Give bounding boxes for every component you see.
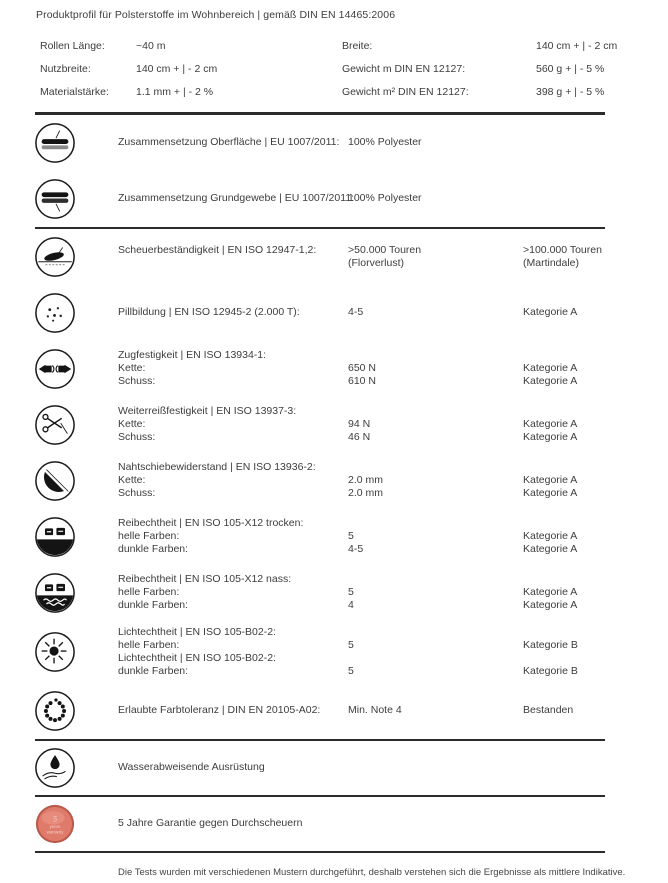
spec-label: Gewicht m DIN EN 12127: <box>342 63 466 75</box>
row-value: Min. Note 4 <box>348 704 402 716</box>
row-category-column <box>523 244 668 270</box>
row-label: Zusammensetzung Grundgewebe | EU 1007/2011: <box>118 192 355 204</box>
row-label: Nahtschiebewiderstand | EN ISO 13936-2: <box>118 461 316 473</box>
row-label: helle Farben: <box>118 530 180 542</box>
test-row <box>0 171 668 227</box>
row-value: 650 N <box>348 362 377 374</box>
row-value: 4-5 <box>348 306 364 318</box>
row-label-column <box>118 626 348 678</box>
row-category: Kategorie A <box>523 586 578 598</box>
row-label-column <box>118 192 355 205</box>
row-label: Kette: <box>118 418 146 430</box>
row-label: Weiterreißfestigkeit | EN ISO 13937-3: <box>118 405 297 417</box>
row-label-column <box>118 136 348 149</box>
row-value: 100% Polyester <box>348 136 422 148</box>
row-category-column <box>523 349 668 388</box>
test-rows <box>0 115 668 853</box>
row-label: Reibechtheit | EN ISO 105-X12 nass: <box>118 573 292 585</box>
row-value <box>348 461 523 474</box>
spec-label: Materialstärke: <box>40 86 109 98</box>
spec-value: 398 g + | - 5 % <box>536 86 605 98</box>
pilling-dots-icon <box>34 292 76 334</box>
row-value-column <box>348 817 523 830</box>
row-category: Kategorie A <box>523 487 578 499</box>
row-value: 5 <box>348 586 354 598</box>
row-category: Kategorie A <box>523 431 578 443</box>
spec-value: 1.1 mm + | - 2 % <box>136 86 214 98</box>
row-value-column <box>348 136 523 149</box>
row-category <box>523 349 668 362</box>
row-label: Kette: <box>118 362 146 374</box>
row-category: Kategorie B <box>523 638 578 651</box>
row-label: Reibechtheit | EN ISO 105-X12 trocken: <box>118 517 304 529</box>
row-value-column <box>348 573 523 612</box>
row-value: 4-5 <box>348 543 364 555</box>
row-value: 5 <box>348 530 354 542</box>
row-category: >100.000 Touren <box>523 243 602 256</box>
row-value <box>348 817 523 830</box>
seam-slip-icon <box>34 460 76 502</box>
row-category <box>523 192 668 205</box>
row-value <box>348 626 523 639</box>
row-value <box>348 761 523 774</box>
page-title: Produktprofil für Polsterstoffe im Wohnbereich | gemäß DIN EN 14465:2006 <box>36 9 396 21</box>
row-value: (Florverlust) <box>348 256 405 269</box>
row-label: Zugfestigkeit | EN ISO 13934-1: <box>118 349 267 361</box>
row-label-column <box>118 573 348 612</box>
tensile-pull-icon <box>34 348 76 390</box>
row-category-column <box>523 306 668 319</box>
test-row <box>0 115 668 171</box>
row-value: 610 N <box>348 375 377 387</box>
row-category-column <box>523 461 668 500</box>
divider <box>35 851 605 853</box>
spec-table <box>40 40 668 99</box>
row-category: Kategorie A <box>523 599 578 611</box>
row-label-column <box>118 306 348 319</box>
row-category: Bestanden <box>523 704 574 716</box>
row-value: >50.000 Touren <box>348 243 422 256</box>
row-label: Zusammensetzung Oberfläche | EU 1007/2011: <box>118 136 340 148</box>
rub-dry-icon <box>34 516 76 558</box>
spec-value: 140 cm + | - 2 cm <box>136 63 218 75</box>
row-label-column <box>118 817 348 830</box>
row-category-column <box>523 573 668 612</box>
row-label: Schuss: <box>118 487 156 499</box>
row-label-column <box>118 349 348 388</box>
rub-wet-icon <box>34 572 76 614</box>
row-value <box>348 405 523 418</box>
row-value <box>348 573 523 586</box>
row-category-column <box>523 626 668 678</box>
test-row <box>0 741 668 795</box>
row-label <box>118 257 348 270</box>
scissors-tear-icon <box>34 404 76 446</box>
row-label: helle Farben: <box>118 638 180 651</box>
row-value: 100% Polyester <box>348 192 422 204</box>
row-value: 2.0 mm <box>348 487 384 499</box>
row-value: 94 N <box>348 418 371 430</box>
row-value: 5 <box>348 664 354 677</box>
row-value-column <box>348 405 523 444</box>
row-label-column <box>118 517 348 556</box>
test-row <box>0 341 668 397</box>
row-category <box>523 652 668 665</box>
row-category-column <box>523 817 668 830</box>
row-category-column <box>523 136 668 149</box>
row-label-column <box>118 461 348 500</box>
row-category <box>523 405 668 418</box>
row-category: Kategorie A <box>523 306 578 318</box>
svg-text:years: years <box>49 823 61 829</box>
row-value-column <box>348 306 523 319</box>
row-label: Scheuerbeständigkeit | EN ISO 12947-1,2: <box>118 243 317 256</box>
row-label: 5 Jahre Garantie gegen Durchscheuern <box>118 817 303 829</box>
svg-text:5: 5 <box>52 813 58 824</box>
test-row <box>0 229 668 285</box>
test-row <box>0 683 668 739</box>
test-row <box>0 453 668 509</box>
sun-light-icon <box>34 631 76 673</box>
base-layers-icon <box>34 178 76 220</box>
row-category <box>523 517 668 530</box>
row-label: Schuss: <box>118 431 156 443</box>
row-value-column <box>348 626 523 678</box>
row-category-column <box>523 704 668 717</box>
test-row <box>0 621 668 683</box>
surface-layers-icon <box>34 122 76 164</box>
row-category: Kategorie A <box>523 474 578 486</box>
row-value <box>348 517 523 530</box>
row-category <box>523 461 668 474</box>
row-value: 46 N <box>348 431 371 443</box>
row-label: dunkle Farben: <box>118 599 189 611</box>
spec-value: 560 g + | - 5 % <box>536 63 605 75</box>
row-category: Kategorie A <box>523 362 578 374</box>
svg-text:warranty: warranty <box>46 829 64 835</box>
spec-label: Nutzbreite: <box>40 63 91 75</box>
row-label-column <box>118 761 348 774</box>
row-label: dunkle Farben: <box>118 664 189 677</box>
row-value: 5 <box>348 638 354 651</box>
row-value-column <box>348 244 523 270</box>
test-row <box>0 509 668 565</box>
spec-label: Gewicht m² DIN EN 12127: <box>342 86 469 98</box>
row-category-column <box>523 192 668 205</box>
test-row <box>0 797 668 851</box>
row-category: Kategorie A <box>523 418 578 430</box>
row-category: Kategorie A <box>523 375 578 387</box>
row-label: Erlaubte Farbtoleranz | DIN EN 20105-A02: <box>118 704 321 716</box>
row-label: Lichtechtheit | EN ISO 105-B02-2: <box>118 651 276 664</box>
row-category <box>523 761 668 774</box>
row-value: 2.0 mm <box>348 474 384 486</box>
row-category: Kategorie A <box>523 530 578 542</box>
row-label: Schuss: <box>118 375 156 387</box>
row-label: Lichtechtheit | EN ISO 105-B02-2: <box>118 625 276 638</box>
row-label: dunkle Farben: <box>118 543 189 555</box>
row-category-column <box>523 405 668 444</box>
row-value: 4 <box>348 599 354 611</box>
row-label: Wasserabweisende Ausrüstung <box>118 761 265 773</box>
row-label: Kette: <box>118 474 146 486</box>
test-row <box>0 397 668 453</box>
footer-note: Die Tests wurden mit verschiedenen Mustern durchgeführt, deshalb verstehen sich die Ergebnisse als mittlere Indikative. <box>118 866 626 878</box>
spec-label: Rollen Länge: <box>40 40 105 52</box>
row-value-column <box>348 192 523 205</box>
row-label: helle Farben: <box>118 586 180 598</box>
spec-value: ~40 m <box>136 40 166 52</box>
row-category <box>523 136 668 149</box>
row-value <box>348 652 523 665</box>
spec-value: 140 cm + | - 2 cm <box>536 40 618 52</box>
color-dots-icon <box>34 690 76 732</box>
spec-label: Breite: <box>342 40 373 52</box>
row-label-column <box>118 704 348 717</box>
row-value-column <box>348 761 523 774</box>
row-category-column <box>523 761 668 774</box>
row-category: Kategorie B <box>523 664 578 677</box>
test-row <box>0 565 668 621</box>
row-category: Kategorie A <box>523 543 578 555</box>
abrasion-icon <box>34 236 76 278</box>
row-category: (Martindale) <box>523 256 580 269</box>
row-value-column <box>348 517 523 556</box>
row-value <box>348 349 523 362</box>
row-value-column <box>348 704 523 717</box>
row-category <box>523 817 668 830</box>
row-category <box>523 573 668 586</box>
row-label-column <box>118 244 348 270</box>
row-category-column <box>523 517 668 556</box>
row-category <box>523 626 668 639</box>
warranty-5-years-badge-icon <box>34 803 76 845</box>
row-label-column <box>118 405 348 444</box>
row-value-column <box>348 461 523 500</box>
row-label: Pillbildung | EN ISO 12945-2 (2.000 T): <box>118 306 300 318</box>
test-row <box>0 285 668 341</box>
water-drop-hand-icon <box>34 747 76 789</box>
row-value-column <box>348 349 523 388</box>
